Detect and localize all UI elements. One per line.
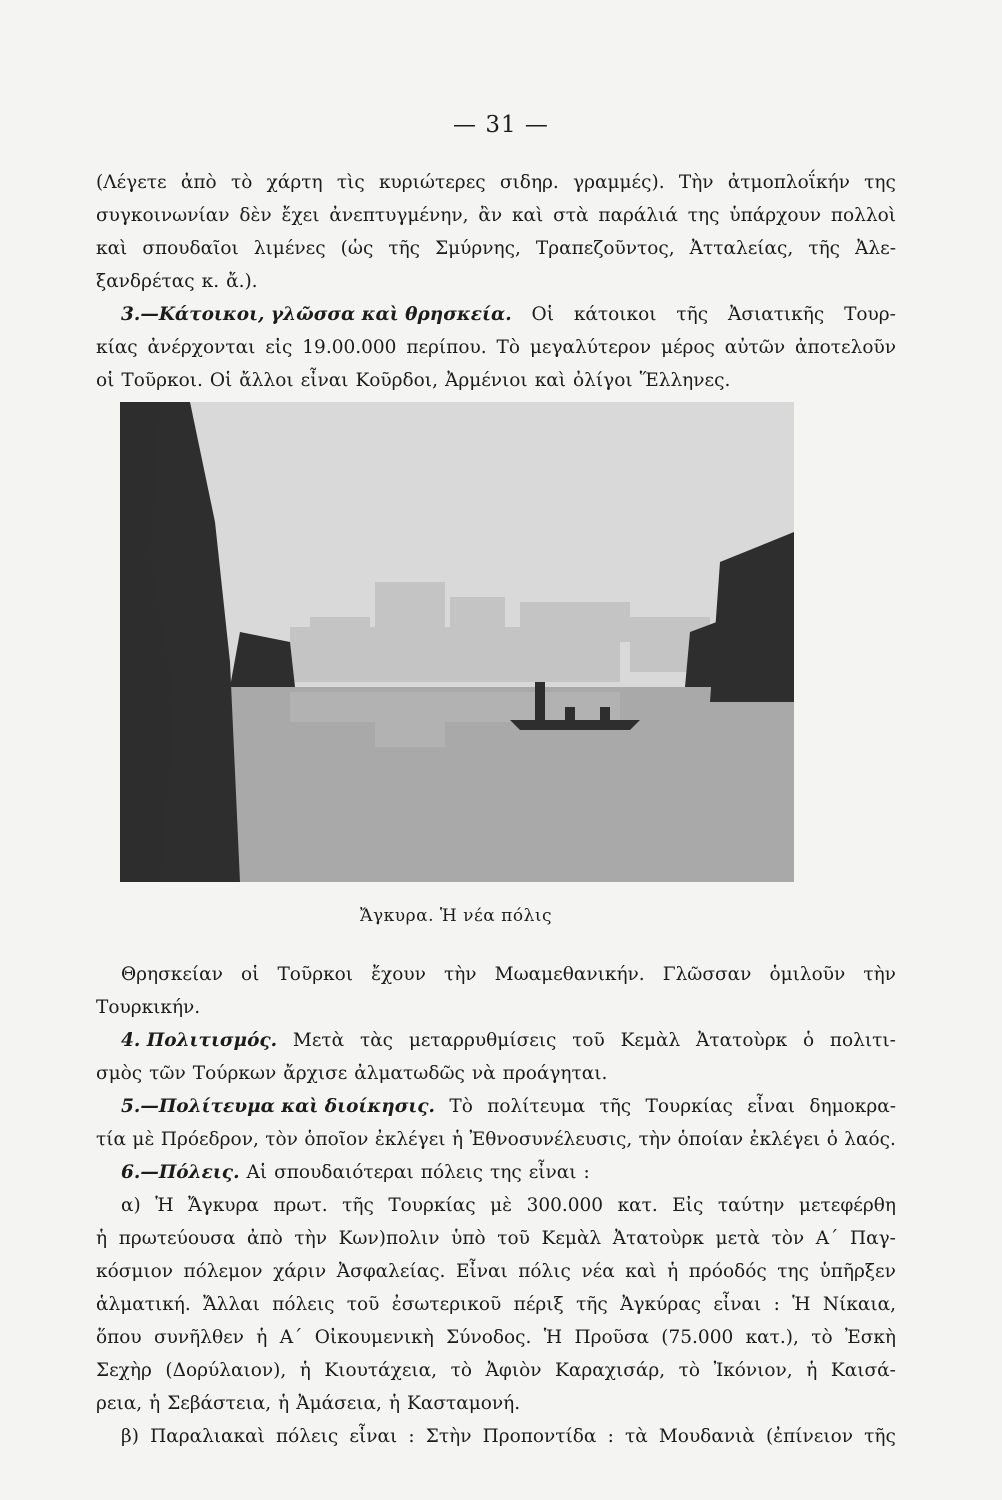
word: σπουδαῖοι: [142, 238, 239, 259]
word: κατ.: [617, 1195, 658, 1216]
word: ἀνεπτυγμένην,: [329, 205, 469, 226]
word: ἀτμοπλοΐκήν: [727, 172, 850, 193]
page-number: — 31 —: [453, 112, 549, 138]
word: Τοῦρκοι: [277, 964, 354, 985]
word: κίας: [96, 337, 138, 358]
text-line: [96, 1288, 896, 1321]
word: ἡ: [278, 1393, 290, 1414]
word: εἶναι: [747, 1096, 796, 1117]
word: (Λέγετε: [96, 172, 167, 193]
word: :: [773, 1294, 780, 1315]
word: Μωαμεθανικήν.: [494, 964, 645, 985]
word: της: [777, 1261, 809, 1282]
word: Ἡ: [155, 1195, 174, 1216]
word: Ἄγκυρα: [188, 1195, 259, 1216]
word: πρωτεύουσα: [118, 1228, 236, 1249]
text-line: [96, 1222, 896, 1255]
word: στὰ: [553, 205, 589, 226]
word: κόσμιον: [96, 1261, 173, 1282]
word: Ἀμάσεια,: [296, 1393, 382, 1414]
word: πολλοὶ: [830, 205, 896, 226]
word: ὁ: [802, 1030, 815, 1051]
word: β): [121, 1426, 139, 1447]
text-line: [96, 1255, 896, 1288]
section-heading: 4. Πολιτισμός.: [121, 1030, 278, 1051]
word: κυριώτερες: [378, 172, 486, 193]
word: (ἐπίνειον: [765, 1426, 853, 1447]
word: τὸ: [678, 1360, 701, 1381]
word: Ἐθνοσυνέλευσις,: [469, 1129, 633, 1150]
word: Εἶναι: [455, 1261, 508, 1282]
word: Ἀτταλείας,: [689, 238, 794, 259]
word: κατ.),: [745, 1327, 799, 1348]
word: πρόοδός: [688, 1261, 767, 1282]
word: ἀλματωδῶς: [354, 1063, 465, 1084]
word: Σμύρνης,: [435, 238, 521, 259]
word: νὰ: [471, 1063, 496, 1084]
word: οἱ: [240, 964, 260, 985]
word: εἶναι: [349, 1426, 398, 1447]
word: Καισά-: [830, 1360, 896, 1381]
word: συνῆλθεν: [154, 1327, 244, 1348]
word: περίπου.: [406, 337, 487, 358]
word: (75.000: [661, 1327, 734, 1348]
word: πρωτ.: [273, 1195, 328, 1216]
word: (Δορύλαιον),: [165, 1360, 287, 1381]
word: Ἀφιὸν: [485, 1360, 542, 1381]
word: Α΄: [279, 1327, 303, 1348]
word: ἡ: [299, 1360, 311, 1381]
word: μὲ: [490, 1195, 513, 1216]
word: αὐτῶν: [724, 337, 786, 358]
word: Ἐσκὴ: [844, 1327, 896, 1348]
word: Κοῦρδοι,: [355, 370, 438, 391]
text-line: [96, 199, 896, 232]
word: παράλιά: [598, 205, 678, 226]
word: ἡ: [256, 1327, 268, 1348]
word: μὲ: [132, 1129, 155, 1150]
word: τῆς: [388, 238, 421, 259]
text-line: [96, 1321, 896, 1354]
text-line: [96, 958, 896, 991]
word: τὸ: [811, 1327, 833, 1348]
word: ἐσωτερικοῦ: [391, 1294, 502, 1315]
word: σπουδαιότεραι: [274, 1162, 414, 1183]
word: Οἱ: [531, 304, 554, 325]
word: μεταρρυθμίσεις: [408, 1030, 557, 1051]
word: μέρος: [660, 337, 715, 358]
word: ὑπάρχουν: [729, 205, 821, 226]
word: καὶ: [511, 205, 544, 226]
word: ἔχει: [281, 205, 320, 226]
word: Μετὰ: [292, 1030, 345, 1051]
word: δὲν: [239, 205, 272, 226]
text-line: [96, 1090, 896, 1123]
word: ὁποῖον: [304, 1129, 369, 1150]
word: ὁμιλοῦν: [769, 964, 846, 985]
word: Ἄλλαι: [203, 1294, 260, 1315]
bottom-text-block: [96, 958, 896, 1453]
text-line: [96, 1024, 896, 1057]
word: τῆς: [864, 1426, 896, 1447]
word: Οἰκουμενικὴ: [314, 1327, 434, 1348]
word: Κων)πολιν: [338, 1228, 440, 1249]
word: Πρόεδρον,: [160, 1129, 259, 1150]
word: ἀπὸ: [247, 1228, 283, 1249]
word: Κασταμονή.: [407, 1393, 521, 1414]
word: (ὡς: [340, 238, 374, 259]
word: λαός.: [844, 1129, 896, 1150]
word: χάριν: [273, 1261, 327, 1282]
word: ἡ: [667, 1261, 679, 1282]
word: κάτοικοι: [573, 304, 657, 325]
word: Σεβάστεια,: [167, 1393, 272, 1414]
word: Τὸ: [449, 1096, 473, 1117]
word: Ἀτατοὺρκ: [612, 1228, 704, 1249]
word: τῆς: [676, 304, 709, 325]
word: Τουρ-: [844, 304, 896, 325]
word: τὰ: [624, 1426, 648, 1447]
word: Ἀσιατικῆς: [727, 304, 825, 325]
word: ἂν: [478, 205, 503, 226]
word: τὶς: [336, 172, 365, 193]
word: Θρησκείαν: [121, 964, 223, 985]
word: ἀποτελοῦν: [794, 337, 896, 358]
text-line: [96, 1189, 896, 1222]
word: τοῦ: [572, 1030, 605, 1051]
text-line: [96, 331, 896, 364]
word: :: [583, 1162, 590, 1183]
word: μετεφέρθη: [798, 1195, 896, 1216]
word: Ἀτατοὺρκ: [696, 1030, 788, 1051]
word: πόλεις: [420, 1162, 484, 1183]
word: πολιτι-: [829, 1030, 896, 1051]
word: Ἀλε-: [855, 238, 896, 259]
word: δημοκρα-: [809, 1096, 896, 1117]
word: ἀπὸ: [180, 172, 217, 193]
word: ἡ: [388, 1393, 401, 1414]
word: τὸν: [265, 1129, 298, 1150]
text-line: [96, 166, 896, 199]
word: Κεμὰλ: [541, 1228, 602, 1249]
word: ξανδρέτας: [96, 271, 195, 292]
text-line: [96, 364, 896, 397]
word: Ἀρμένιοι: [444, 370, 528, 391]
word: Προῦσα: [574, 1327, 649, 1348]
top-text-block: [96, 166, 896, 397]
text-line: [96, 1420, 896, 1453]
text-line: [96, 232, 896, 265]
word: τὸν: [771, 1228, 805, 1249]
word: ἄλλοι: [239, 370, 294, 391]
word: τῆς: [599, 1096, 632, 1117]
text-line: [96, 1354, 896, 1387]
word: ἡ: [149, 1393, 161, 1414]
photo-illustration: [120, 402, 794, 882]
word: Παραλιακαὶ: [150, 1426, 265, 1447]
word: καὶ: [534, 370, 567, 391]
word: Τουρκίας: [645, 1096, 733, 1117]
word: της: [864, 172, 896, 193]
photo-caption: Ἄγκυρα. Ἡ νέα πόλις: [360, 906, 553, 926]
word: εἶναι: [528, 1162, 577, 1183]
section-heading: 6.—Πόλεις.: [121, 1162, 240, 1183]
word: Ἡ: [792, 1294, 811, 1315]
word: γραμμές).: [573, 172, 665, 193]
word: της: [490, 1162, 522, 1183]
word: κ.: [201, 271, 220, 292]
word: σμὸς: [96, 1063, 143, 1084]
word: Τοῦρκοι.: [121, 370, 203, 391]
text-line: [96, 1387, 896, 1420]
photo-ankara: [120, 402, 794, 882]
word: Ἀσφαλείας.: [336, 1261, 446, 1282]
word: Σεχὴρ: [96, 1360, 152, 1381]
word: 300.000: [526, 1195, 604, 1216]
word: τῆς: [342, 1195, 374, 1216]
word: τία: [96, 1129, 126, 1150]
word: καὶ: [625, 1261, 657, 1282]
word: Στὴν: [425, 1426, 472, 1447]
section-heading: 5.—Πολίτευμα καὶ διοίκησις.: [121, 1096, 435, 1117]
word: τὸ: [450, 1360, 472, 1381]
word: συγκοινωνίαν: [96, 205, 230, 226]
word: Προποντίδα: [482, 1426, 597, 1447]
word: ταύτην: [717, 1195, 785, 1216]
word: Σύνοδος.: [446, 1327, 532, 1348]
word: Παγ-: [849, 1228, 896, 1249]
text-line: [96, 298, 896, 331]
word: τὴν: [638, 1129, 672, 1150]
word: ὁποίαν: [677, 1129, 744, 1150]
word: Τὴν: [678, 172, 714, 193]
text-line: [96, 1123, 896, 1156]
word: ὑπῆρξεν: [819, 1261, 896, 1282]
word: Τουρκίας: [388, 1195, 476, 1216]
word: ἐκλέγει: [374, 1129, 446, 1150]
text-line: [96, 1156, 896, 1189]
word: πέριξ: [513, 1294, 564, 1315]
word: ἡ: [96, 1228, 108, 1249]
word: Τὸ: [496, 337, 520, 358]
word: ἡ: [806, 1360, 818, 1381]
word: τοῦ: [497, 1228, 530, 1249]
word: τῆς: [808, 238, 841, 259]
word: ἔχουν: [371, 964, 426, 985]
word: εἶναι: [713, 1294, 762, 1315]
word: α): [121, 1195, 141, 1216]
word: πόλεις: [276, 1426, 339, 1447]
word: τὴν: [294, 1228, 327, 1249]
word: Ἰκόνιον,: [713, 1360, 793, 1381]
word: καὶ: [96, 238, 128, 259]
word: πολίτευμα: [487, 1096, 586, 1117]
word: σιδηρ.: [499, 172, 559, 193]
word: πόλεμον: [183, 1261, 263, 1282]
word: τῆς: [576, 1294, 608, 1315]
word: Α΄: [815, 1228, 839, 1249]
word: Κιουτάχεια,: [324, 1360, 438, 1381]
word: Ἀγκύρας: [620, 1294, 702, 1315]
word: πόλεις: [272, 1294, 335, 1315]
word: ἀνέρχονται: [147, 337, 256, 358]
word: μεγαλύτερον: [529, 337, 652, 358]
word: Αἱ: [246, 1162, 268, 1183]
word: τῶν: [149, 1063, 186, 1084]
word: ἄ.).: [226, 271, 258, 292]
word: οἱ: [96, 370, 115, 391]
word: ἁλματική.: [96, 1294, 191, 1315]
word: Γλῶσσαν: [662, 964, 752, 985]
word: εἶναι: [300, 370, 349, 391]
text-line: [96, 991, 896, 1024]
word: χάρτη: [266, 172, 323, 193]
word: εἰς: [265, 337, 293, 358]
word: τὴν: [863, 964, 896, 985]
word: τὴν: [443, 964, 477, 985]
word: Τουρκικήν.: [96, 997, 201, 1018]
word: ἡ: [451, 1129, 464, 1150]
word: Εἰς: [672, 1195, 704, 1216]
word: πόλις: [518, 1261, 571, 1282]
word: Οἱ: [209, 370, 233, 391]
word: Καραχισάρ,: [555, 1360, 666, 1381]
word: Μουδανιὰ: [658, 1426, 755, 1447]
word: τὰς: [359, 1030, 394, 1051]
word: Κεμὰλ: [620, 1030, 681, 1051]
word: μετὰ: [715, 1228, 760, 1249]
word: προάγηται.: [502, 1063, 608, 1084]
word: Τραπεζοῦντος,: [535, 238, 675, 259]
section-heading: 3.—Κάτοικοι, γλῶσσα καὶ θρησκεία.: [121, 304, 512, 325]
word: ὑπὸ: [451, 1228, 486, 1249]
word: ὀλίγοι: [573, 370, 633, 391]
word: της: [687, 205, 720, 226]
word: τὸ: [230, 172, 253, 193]
word: λιμένες: [253, 238, 326, 259]
text-line: [96, 265, 896, 298]
word: Ἡ: [543, 1327, 563, 1348]
word: νέα: [581, 1261, 615, 1282]
word: :: [408, 1426, 415, 1447]
word: ὁ: [826, 1129, 838, 1150]
word: Ἕλληνες.: [639, 370, 731, 391]
text-line: [96, 1057, 896, 1090]
word: ὅπου: [96, 1327, 142, 1348]
word: ρεια,: [96, 1393, 143, 1414]
word: ἐκλέγει: [749, 1129, 821, 1150]
word: :: [607, 1426, 614, 1447]
word: τοῦ: [346, 1294, 380, 1315]
word: Τούρκων: [192, 1063, 277, 1084]
word: ἄρχισε: [283, 1063, 348, 1084]
word: 19.00.000: [302, 337, 397, 358]
word: Νίκαια,: [822, 1294, 896, 1315]
